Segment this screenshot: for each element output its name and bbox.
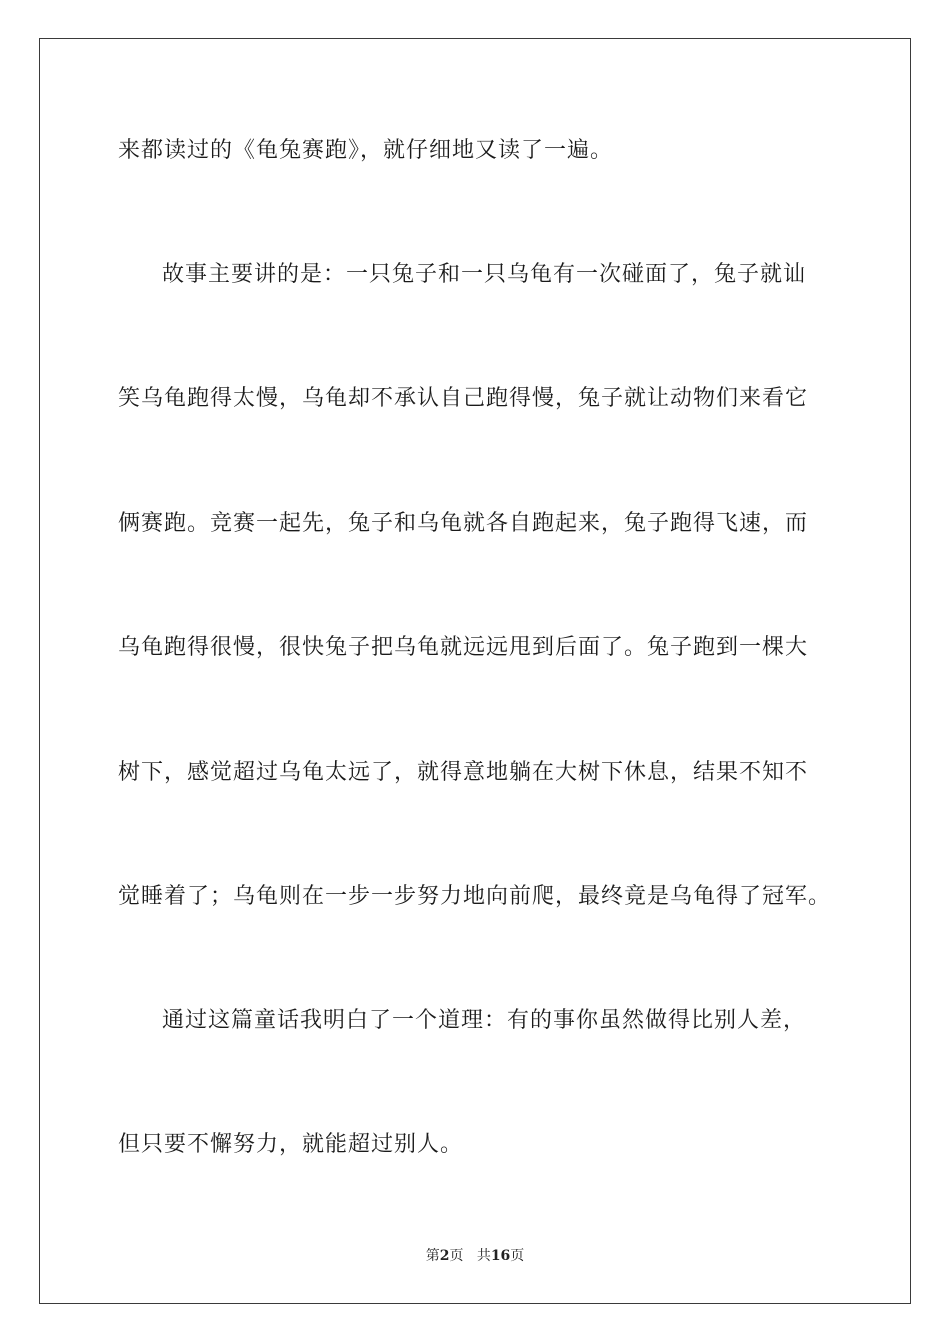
- page-border: [39, 38, 911, 1304]
- paragraph-line: 笑乌龟跑得太慢，乌龟却不承认自己跑得慢，兔子就让动物们来看它: [118, 386, 809, 411]
- paragraph-line: 乌龟跑得很慢，很快兔子把乌龟就远远甩到后面了。兔子跑到一棵大: [118, 635, 809, 660]
- page-number: 2: [439, 1248, 450, 1264]
- paragraph-line: 来都读过的《龟兔赛跑》，就仔细地又读了一遍。: [118, 138, 614, 163]
- paragraph-line: 但只要不懈努力，就能超过别人。: [118, 1132, 464, 1157]
- page-footer: [0, 1246, 950, 1266]
- total-prefix: 共: [476, 1248, 491, 1264]
- page-suffix: 页: [449, 1248, 464, 1264]
- paragraph-line: 俩赛跑。竞赛一起先，兔子和乌龟就各自跑起来，兔子跑得飞速，而: [118, 511, 809, 536]
- paragraph-line: 觉睡着了；乌龟则在一步一步努力地向前爬，最终竟是乌龟得了冠军。: [118, 884, 832, 909]
- paragraph-line: 树下，感觉超过乌龟太远了，就得意地躺在大树下休息，结果不知不: [118, 760, 809, 785]
- paragraph-line: 通过这篇童话我明白了一个道理：有的事你虽然做得比别人差，: [162, 1008, 807, 1033]
- page-prefix: 第: [425, 1248, 440, 1264]
- total-pages: 16: [490, 1248, 511, 1264]
- paragraph-line: 故事主要讲的是：一只兔子和一只乌龟有一次碰面了，兔子就讪: [162, 262, 807, 287]
- total-suffix: 页: [510, 1248, 525, 1264]
